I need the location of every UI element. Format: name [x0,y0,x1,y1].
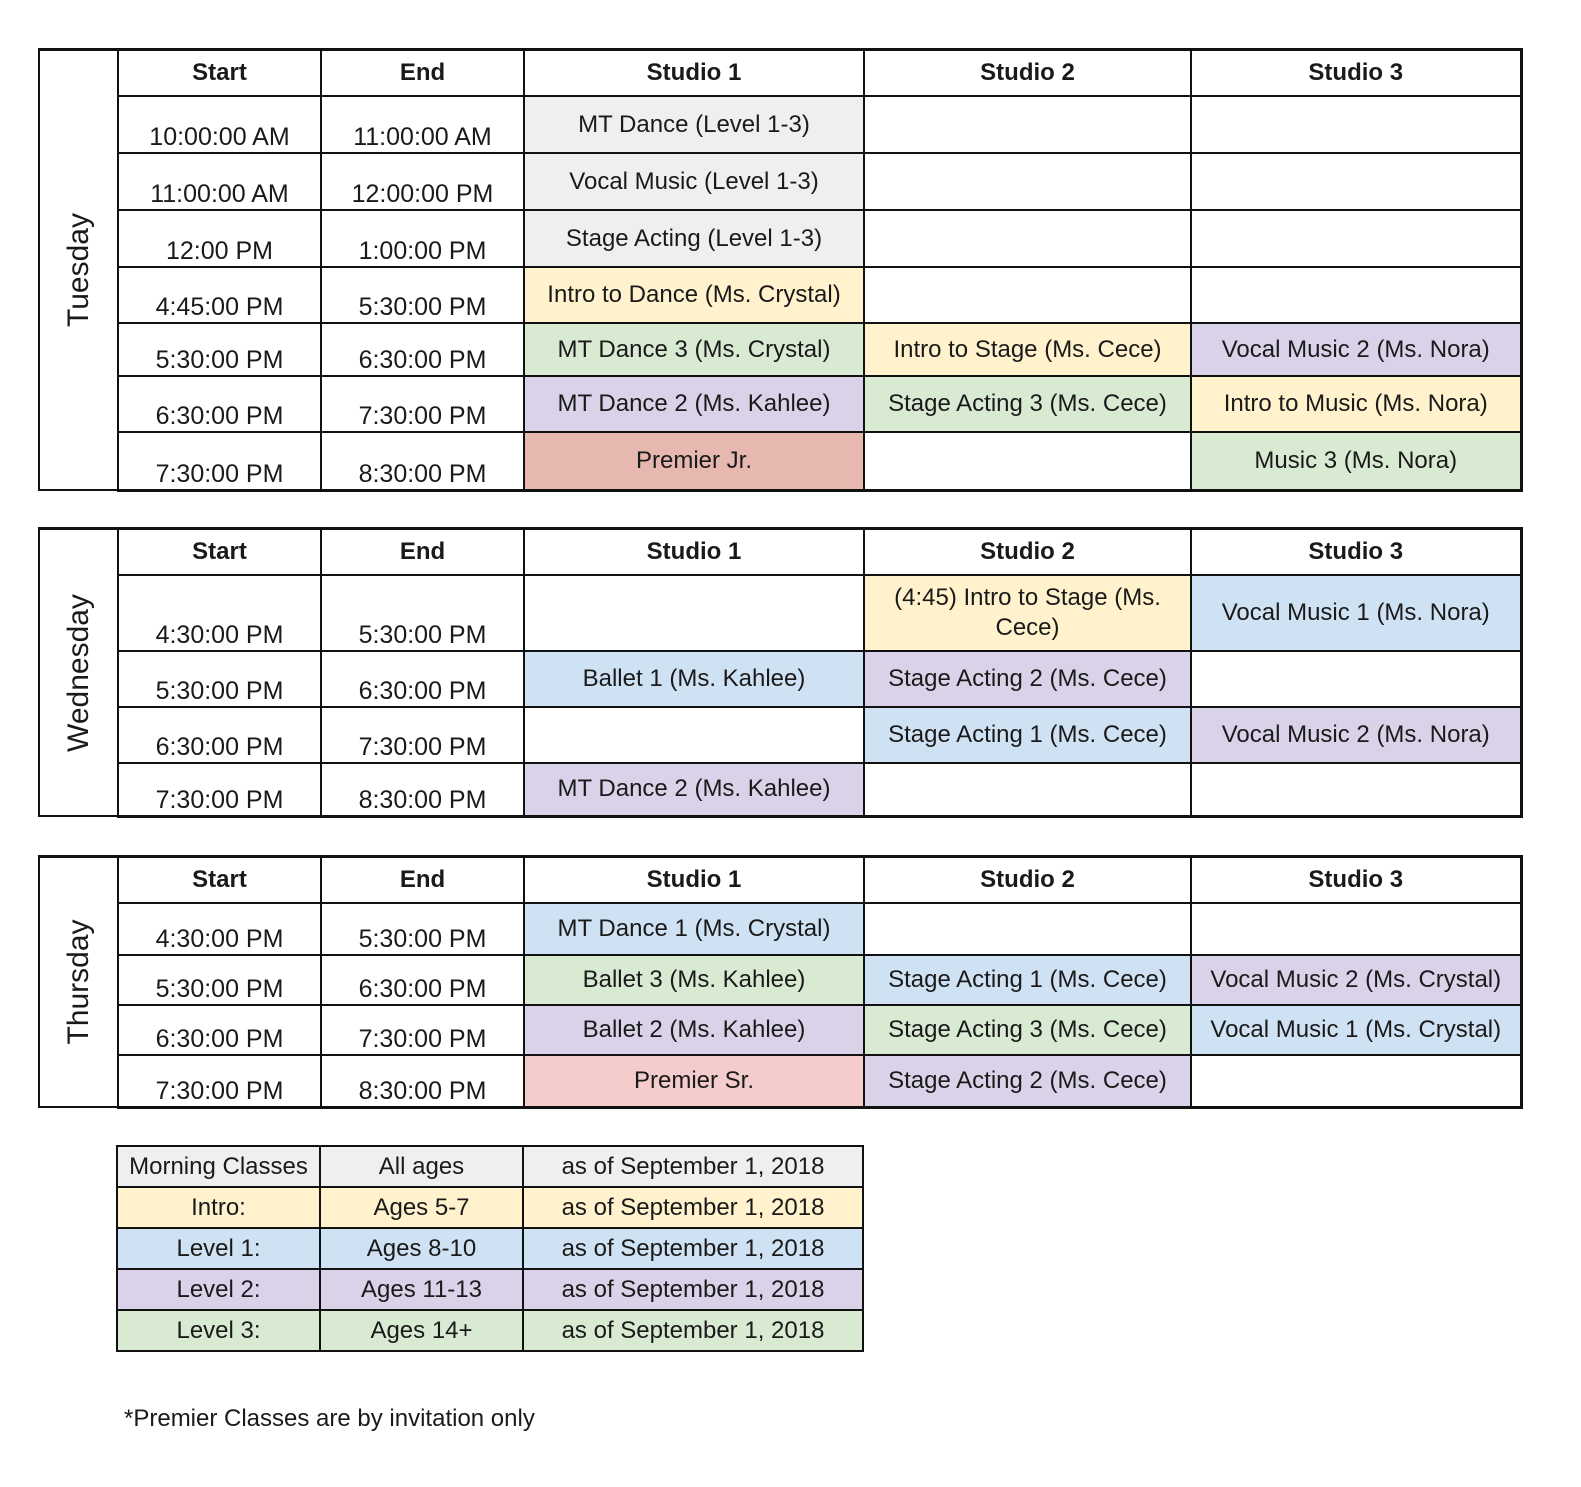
header-end: End [321,529,524,576]
header-end: End [321,857,524,904]
class-cell [864,153,1191,210]
end-time: 1:00:00 PM [321,210,524,267]
thursday-table [38,855,1523,1109]
class-cell [1191,153,1521,210]
end-time: 5:30:00 PM [321,903,524,955]
day-label-wednesday [39,529,118,817]
legend-level: Morning Classes [117,1146,320,1187]
class-cell [864,903,1191,955]
header-studio-2: Studio 2 [864,529,1191,576]
table-row [39,432,1521,490]
tuesday-table [38,48,1523,492]
class-cell: Premier Jr. [524,432,864,490]
start-time: 4:30:00 PM [118,903,321,955]
end-time: 7:30:00 PM [321,1005,524,1055]
legend-row [117,1146,863,1187]
class-cell: MT Dance 1 (Ms. Crystal) [524,903,864,955]
class-cell: MT Dance (Level 1-3) [524,96,864,153]
header-end: End [321,50,524,97]
class-cell [864,96,1191,153]
header-start: Start [118,529,321,576]
day-label-text: Tuesday [61,213,95,327]
class-cell: Ballet 1 (Ms. Kahlee) [524,651,864,707]
class-cell: Premier Sr. [524,1055,864,1107]
start-time: 7:30:00 PM [118,432,321,490]
end-time: 6:30:00 PM [321,323,524,376]
header-studio-2: Studio 2 [864,857,1191,904]
table-row [39,1055,1521,1107]
wednesday-table [38,527,1523,818]
class-cell: Stage Acting 3 (Ms. Cece) [864,1005,1191,1055]
legend-ages: Ages 8-10 [320,1228,523,1269]
legend-level: Intro: [117,1187,320,1228]
start-time: 6:30:00 PM [118,376,321,432]
table-row [39,153,1521,210]
end-time: 5:30:00 PM [321,575,524,651]
class-cell: Stage Acting 3 (Ms. Cece) [864,376,1191,432]
class-cell: MT Dance 2 (Ms. Kahlee) [524,763,864,816]
table-row [39,210,1521,267]
class-cell: Stage Acting 2 (Ms. Cece) [864,651,1191,707]
class-cell: Ballet 2 (Ms. Kahlee) [524,1005,864,1055]
header-studio-3: Studio 3 [1191,857,1521,904]
legend-as-of: as of September 1, 2018 [523,1269,863,1310]
end-time: 8:30:00 PM [321,1055,524,1107]
header-studio-1: Studio 1 [524,529,864,576]
class-cell [524,575,864,651]
class-cell [524,707,864,763]
legend-level: Level 2: [117,1269,320,1310]
class-cell [1191,651,1521,707]
table-row [39,575,1521,651]
header-start: Start [118,50,321,97]
class-cell: Vocal Music 1 (Ms. Nora) [1191,575,1521,651]
premier-note: *Premier Classes are by invitation only [124,1405,535,1432]
legend-row [117,1228,863,1269]
table-row [39,903,1521,955]
class-cell: Stage Acting 1 (Ms. Cece) [864,955,1191,1005]
start-time: 4:45:00 PM [118,267,321,323]
start-time: 10:00:00 AM [118,96,321,153]
legend-level: Level 3: [117,1310,320,1351]
end-time: 11:00:00 AM [321,96,524,153]
table-row [39,376,1521,432]
table-row [39,707,1521,763]
end-time: 8:30:00 PM [321,432,524,490]
legend-row [117,1310,863,1351]
age-level-legend [116,1145,864,1352]
end-time: 12:00:00 PM [321,153,524,210]
class-cell: MT Dance 2 (Ms. Kahlee) [524,376,864,432]
class-cell [864,432,1191,490]
end-time: 6:30:00 PM [321,955,524,1005]
end-time: 7:30:00 PM [321,376,524,432]
start-time: 6:30:00 PM [118,707,321,763]
legend-as-of: as of September 1, 2018 [523,1228,863,1269]
class-cell [1191,1055,1521,1107]
class-cell: Intro to Stage (Ms. Cece) [864,323,1191,376]
start-time: 5:30:00 PM [118,323,321,376]
thursday-schedule [38,855,1523,1109]
class-cell: Music 3 (Ms. Nora) [1191,432,1521,490]
legend-level: Level 1: [117,1228,320,1269]
class-cell [1191,96,1521,153]
class-cell: Vocal Music 1 (Ms. Crystal) [1191,1005,1521,1055]
class-cell [864,763,1191,816]
start-time: 5:30:00 PM [118,955,321,1005]
header-studio-1: Studio 1 [524,50,864,97]
table-row [39,955,1521,1005]
class-cell: Vocal Music 2 (Ms. Nora) [1191,323,1521,376]
legend-ages: Ages 14+ [320,1310,523,1351]
legend-as-of: as of September 1, 2018 [523,1146,863,1187]
wednesday-schedule [38,527,1523,818]
start-time: 4:30:00 PM [118,575,321,651]
legend-row [117,1269,863,1310]
class-cell [1191,903,1521,955]
start-time: 6:30:00 PM [118,1005,321,1055]
class-cell [864,210,1191,267]
header-studio-1: Studio 1 [524,857,864,904]
header-start: Start [118,857,321,904]
start-time: 7:30:00 PM [118,763,321,816]
class-cell: MT Dance 3 (Ms. Crystal) [524,323,864,376]
start-time: 12:00 PM [118,210,321,267]
class-cell: Stage Acting (Level 1-3) [524,210,864,267]
day-label-text: Thursday [61,919,95,1045]
header-studio-3: Studio 3 [1191,529,1521,576]
legend-ages: All ages [320,1146,523,1187]
class-cell [1191,763,1521,816]
end-time: 5:30:00 PM [321,267,524,323]
table-row [39,267,1521,323]
class-cell [864,267,1191,323]
day-label-tuesday [39,50,118,491]
start-time: 5:30:00 PM [118,651,321,707]
end-time: 8:30:00 PM [321,763,524,816]
class-cell [1191,210,1521,267]
table-row [39,1005,1521,1055]
class-cell: Stage Acting 2 (Ms. Cece) [864,1055,1191,1107]
header-studio-2: Studio 2 [864,50,1191,97]
table-row [39,96,1521,153]
class-cell: Intro to Music (Ms. Nora) [1191,376,1521,432]
start-time: 11:00:00 AM [118,153,321,210]
table-row [39,323,1521,376]
class-cell: Vocal Music 2 (Ms. Nora) [1191,707,1521,763]
header-studio-3: Studio 3 [1191,50,1521,97]
end-time: 6:30:00 PM [321,651,524,707]
class-cell: Stage Acting 1 (Ms. Cece) [864,707,1191,763]
table-row [39,651,1521,707]
legend-as-of: as of September 1, 2018 [523,1187,863,1228]
class-cell: Vocal Music (Level 1-3) [524,153,864,210]
class-cell: Ballet 3 (Ms. Kahlee) [524,955,864,1005]
day-label-thursday [39,857,118,1108]
tuesday-schedule [38,48,1523,492]
class-cell: Intro to Dance (Ms. Crystal) [524,267,864,323]
class-cell: Vocal Music 2 (Ms. Crystal) [1191,955,1521,1005]
legend-as-of: as of September 1, 2018 [523,1310,863,1351]
table-row [39,763,1521,816]
legend-ages: Ages 5-7 [320,1187,523,1228]
legend-ages: Ages 11-13 [320,1269,523,1310]
class-cell [1191,267,1521,323]
end-time: 7:30:00 PM [321,707,524,763]
start-time: 7:30:00 PM [118,1055,321,1107]
class-cell: (4:45) Intro to Stage (Ms. Cece) [864,575,1191,651]
legend-row [117,1187,863,1228]
day-label-text: Wednesday [61,593,95,752]
